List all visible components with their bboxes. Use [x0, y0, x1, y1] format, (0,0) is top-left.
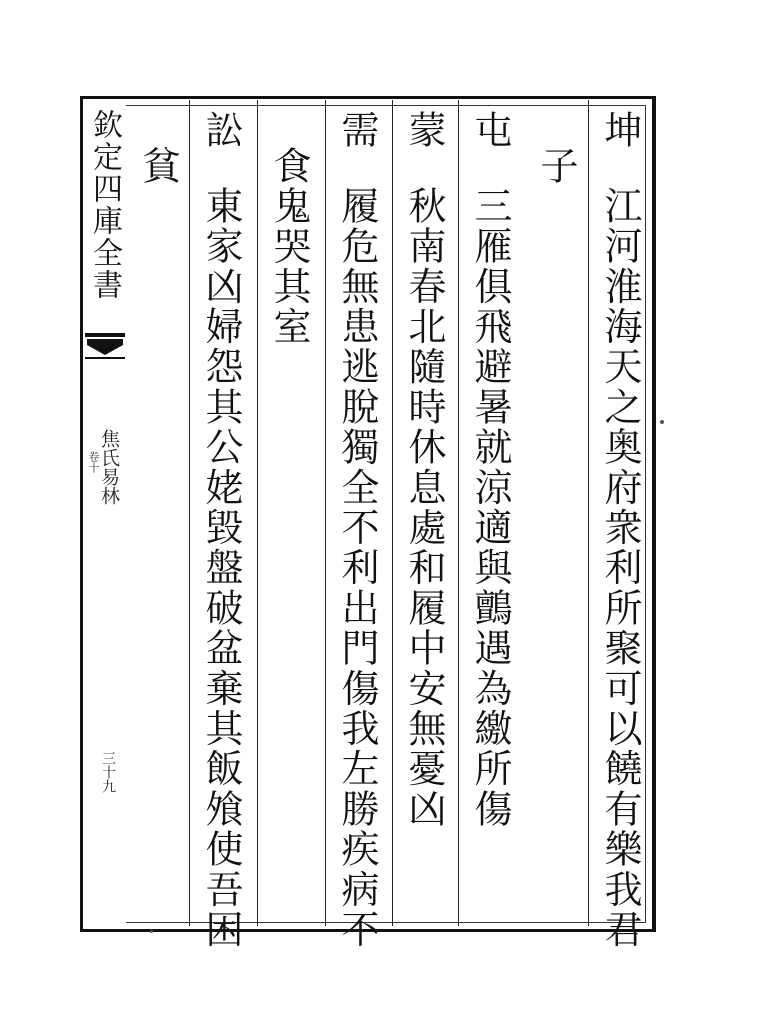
verse-xu: 履危無患逃脫獨全不利出門傷我左勝疾病不 [335, 186, 379, 950]
hexagram-name-xu: 需 [335, 110, 379, 148]
hexagram-name-kun: 坤 [598, 110, 642, 148]
banner [80, 96, 126, 932]
column-divider [458, 100, 459, 926]
verse-xu-continuation: 食鬼哭其室 [267, 146, 311, 347]
column-divider [325, 100, 326, 926]
verse-song-continuation: 貧 [136, 146, 180, 187]
column-divider [392, 100, 393, 926]
column-divider [588, 100, 589, 926]
scan-speck [150, 930, 153, 933]
hexagram-name-zhun: 屯 [468, 110, 512, 148]
juan-number: 卷十 [87, 451, 100, 473]
hexagram-name-meng: 蒙 [402, 110, 446, 148]
fishtail-mark-icon [85, 331, 125, 361]
page-number: 三十九 [100, 751, 116, 793]
verse-kun-continuation: 子 [534, 146, 578, 187]
scan-speck [660, 420, 664, 424]
verse-song: 東家凶婦怨其公姥毀盤破盆棄其飯飧使吾困 [199, 186, 243, 950]
column-divider [189, 100, 190, 926]
collection-title: 欽定四庫全書 [87, 109, 122, 301]
column-divider [257, 100, 258, 926]
hexagram-name-song: 訟 [199, 110, 243, 148]
verse-kun: 江河淮海天之奥府衆利所聚可以饒有樂我君 [598, 186, 642, 950]
verse-zhun: 三雁俱飛避暑就涼適與鸇遇為繳所傷 [468, 186, 512, 830]
book-title: 焦氏易林 [98, 429, 120, 505]
verse-meng: 秋南春北隨時休息處和履中安無憂凶 [402, 186, 446, 830]
